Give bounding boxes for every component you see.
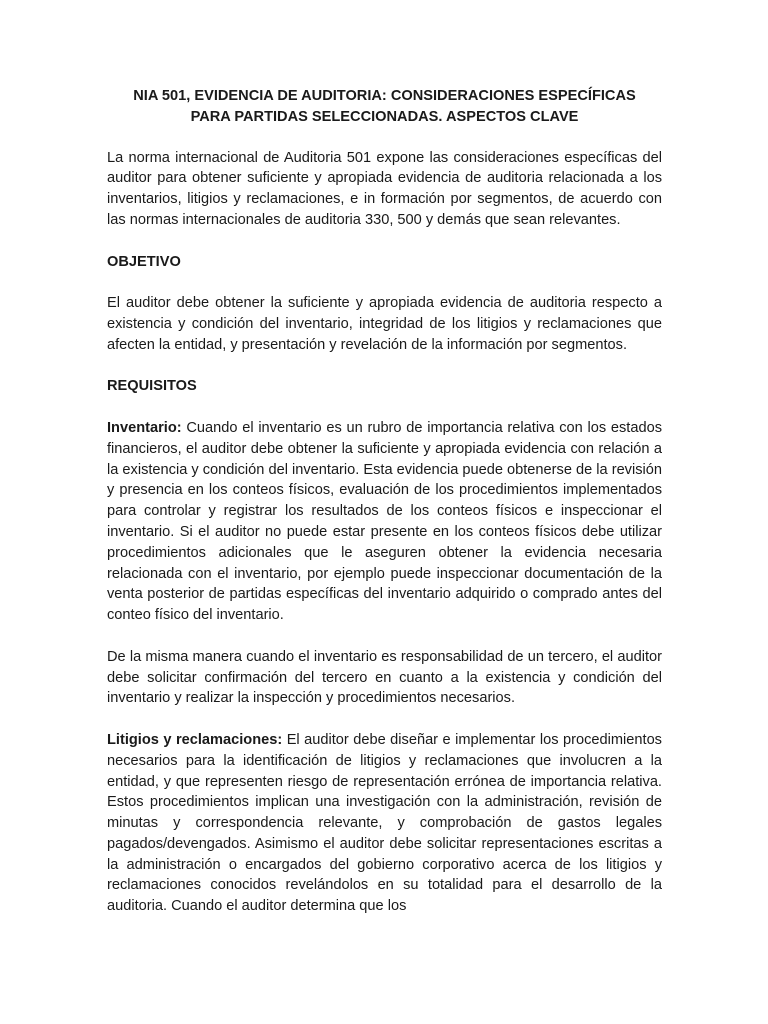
tercero-paragraph: De la misma manera cuando el inventario es responsabilidad de un tercero, el auditor debe solicitar confirmación del tercero en cuanto a la existencia y condición del inventario y realizar la inspección y procedimientos necesarios.: [107, 648, 662, 707]
objetivo-heading: OBJETIVO: [107, 253, 181, 270]
document-page: [107, 86, 662, 938]
title-line-2: PARA PARTIDAS SELECCIONADAS. ASPECTOS CLAVE: [190, 108, 579, 125]
requisitos-heading: REQUISITOS: [107, 378, 197, 395]
litigios-lead: Litigios y reclamaciones:: [107, 731, 283, 748]
litigios-paragraph: [107, 730, 662, 917]
intro-paragraph: La norma internacional de Auditoria 501 expone las consideraciones específicas del auditor para obtener suficiente y apropiada evidencia de auditoria relacionada a los inventarios, litigios y reclamaciones, e in formación por segmentos, de acuerdo con las normas internacionales de auditoria 330, 500 y demás que sean relevantes.: [107, 149, 662, 228]
inventario-paragraph: [107, 418, 662, 626]
inventario-text: Cuando el inventario es un rubro de importancia relativa con los estados financieros, el auditor debe obtener la suficiente y apropiada evidencia con relación a la existencia y condición del inventario. Esta evidencia puede obtenerse de la revisión y presencia en los conteos físicos, evaluación de los procedimientos implementados para controlar y registrar los resultados de los conteos físicos e inspeccionar el inventario. Si el auditor no puede estar presente en los conteos físicos debe utilizar procedimientos adicionales que le aseguren obtener la evidencia necesaria relacionada con el inventario, por ejemplo puede inspeccionar documentación de la venta posterior de partidas específicas del inventario adquirido o comprado antes del conteo físico del inventario.: [107, 419, 662, 624]
document-title: [107, 86, 662, 128]
objetivo-paragraph: El auditor debe obtener la suficiente y apropiada evidencia de auditoria respecto a existencia y condición del inventario, integridad de los litigios y reclamaciones que afecten la entidad, y presentación y revelación de la información por segmentos.: [107, 295, 662, 353]
title-line-1: NIA 501, EVIDENCIA DE AUDITORIA: CONSIDERACIONES ESPECÍFICAS: [133, 88, 636, 104]
litigios-text: El auditor debe diseñar e implementar los procedimientos necesarios para la identificación de litigios y reclamaciones que involucren a la entidad, y que representen riesgo de representación errónea de importancia relativa. Estos procedimientos implican una investigación con la administración, revisión de minutas y correspondencia relevante, y comprobación de gastos legales pagados/devengados. Asimismo el auditor debe solicitar representaciones escritas a la administración o encargados del gobierno corporativo acerca de los litigios y reclamaciones conocidos revelándolos en su totalidad para el desarrollo de la auditoria. Cuando el auditor determina que los: [107, 731, 662, 915]
inventario-lead: Inventario:: [107, 419, 182, 436]
